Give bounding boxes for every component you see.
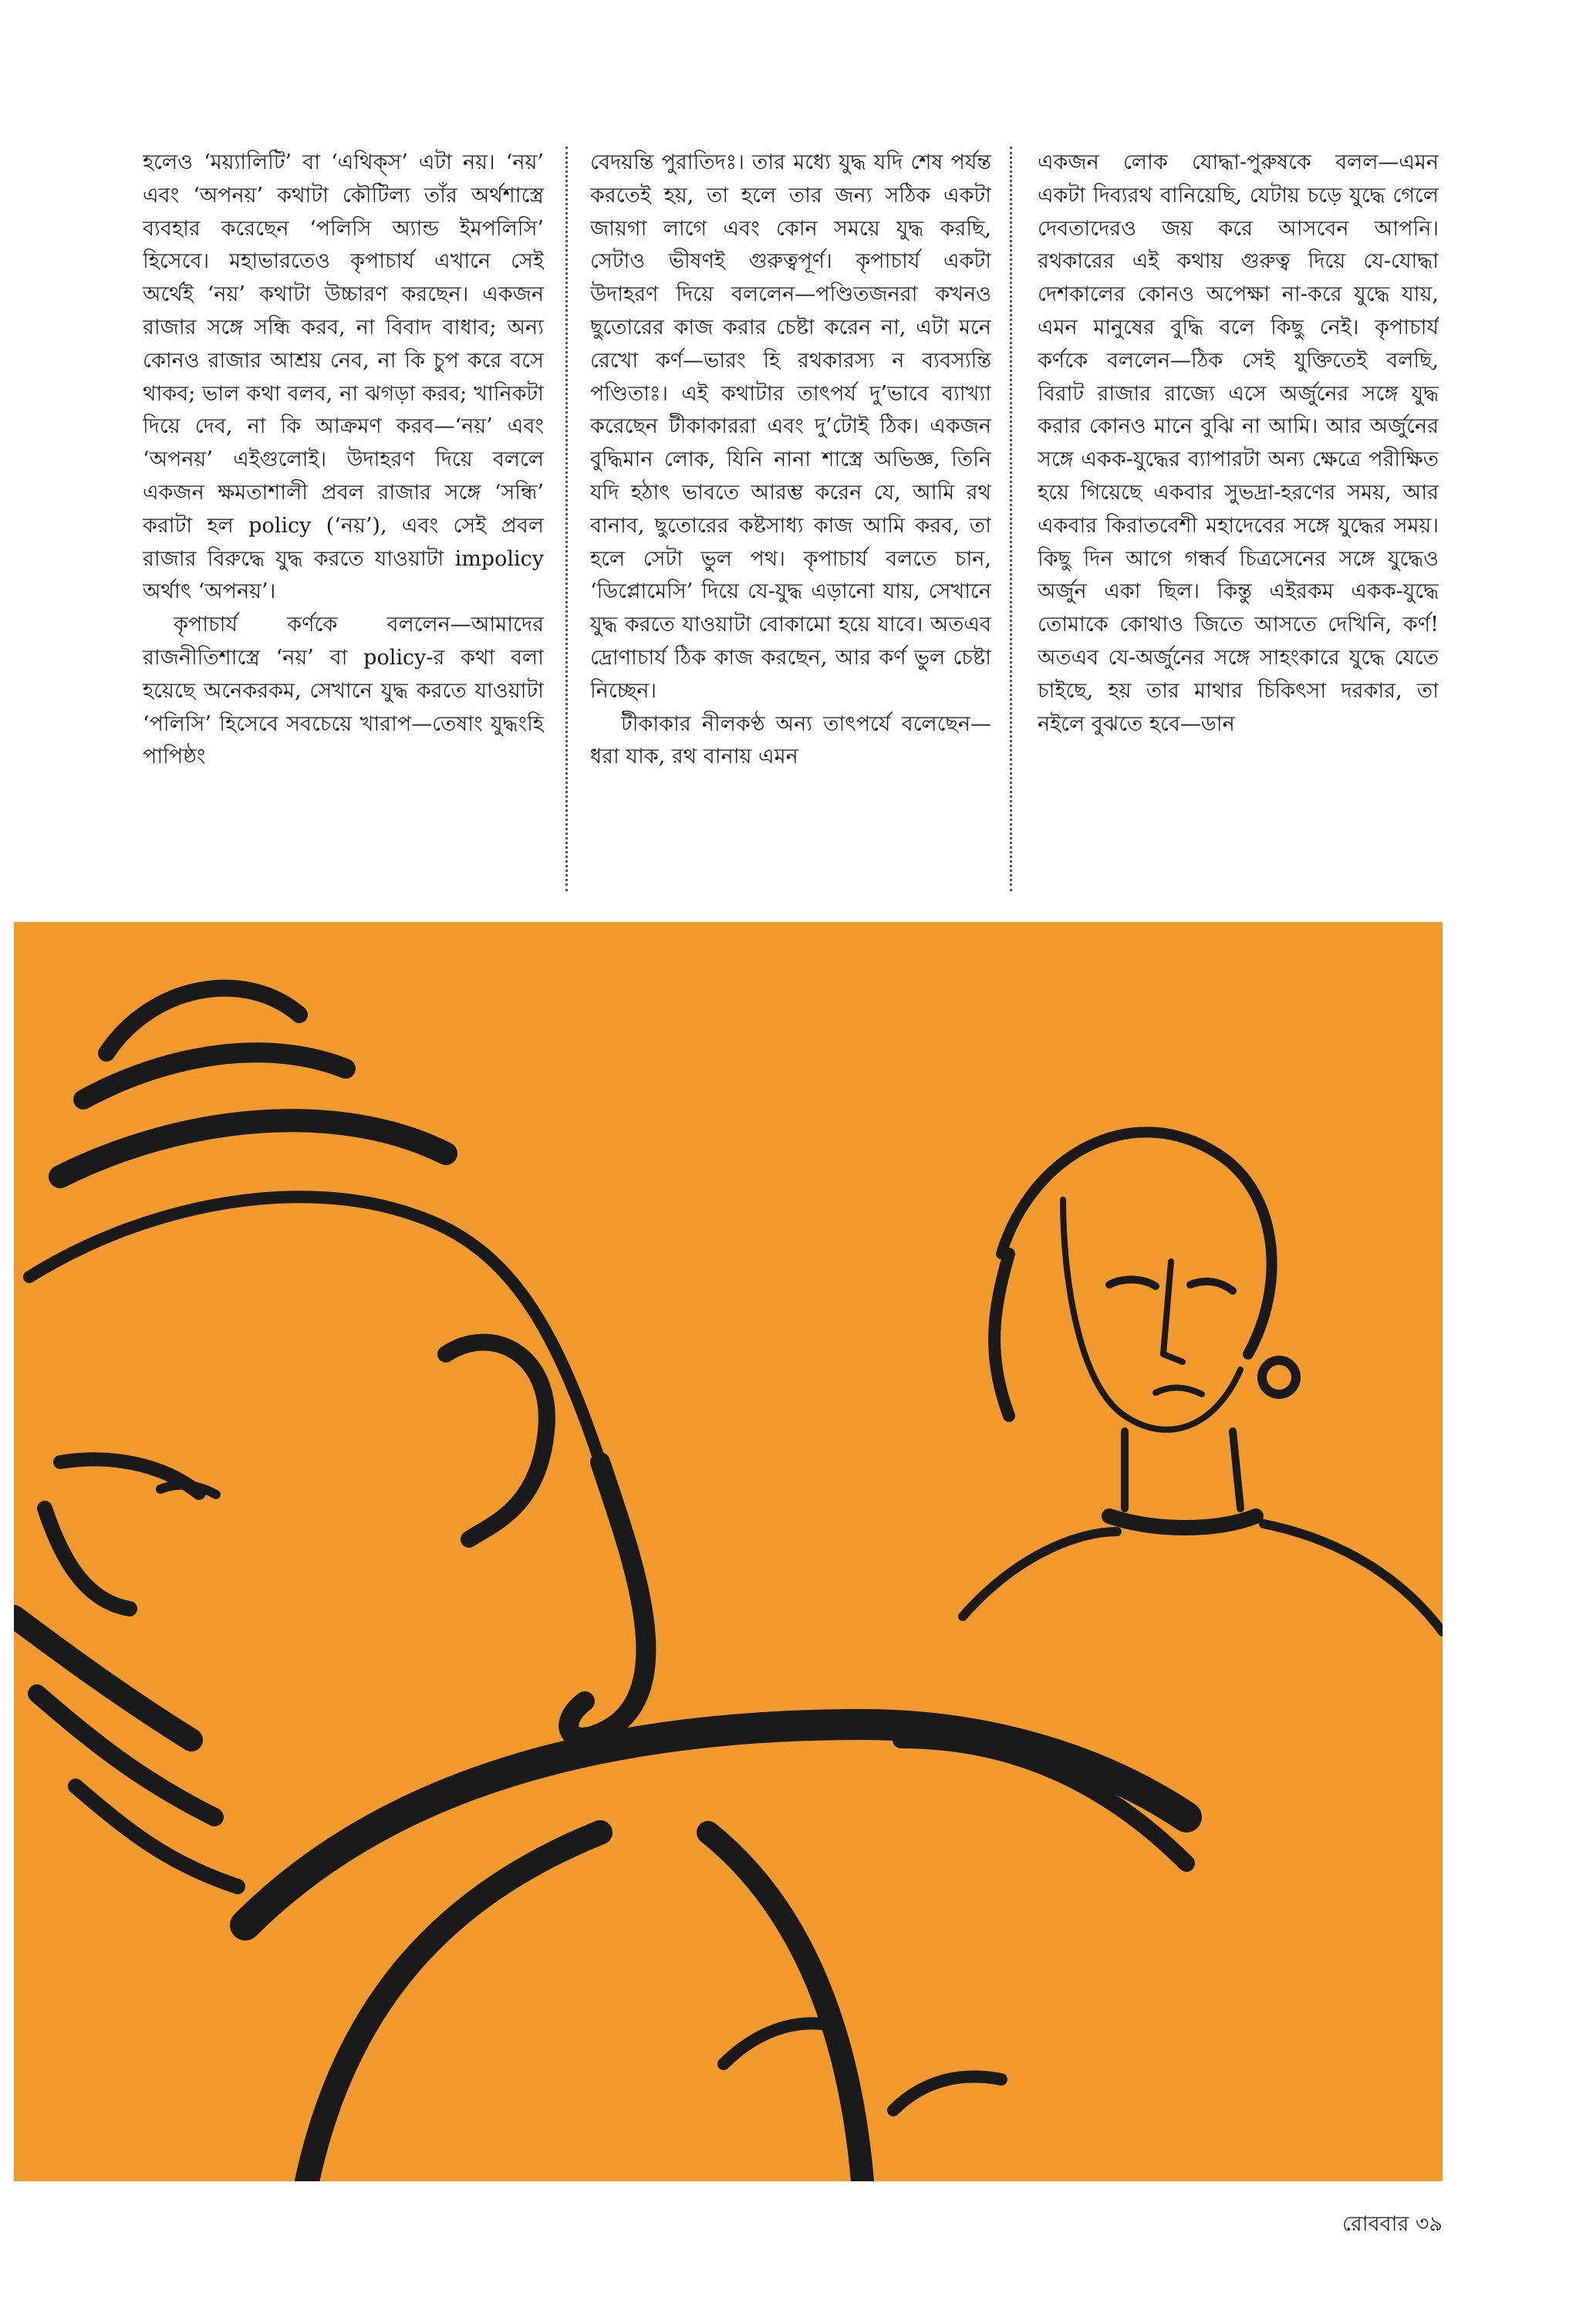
- paragraph: বেদয়ন্তি পুরাতিদঃ। তার মধ্যে যুদ্ধ যদি শেষ পর্যন্ত করতেই হয়, তা হলে তার জন্য সঠিক একটা জায়গা লাগে এবং কোন সময়ে যুদ্ধ করছি, সেটাও ভীষণই গুরুত্বপূর্ণ। কৃপাচার্য একটা উদাহরণ দিয়ে বললেন—পণ্ডিতজনরা কখনও ছুতোরের কাজ করার চেষ্টা করেন না, এটা মনে রেখো কর্ণ—ভারং হি রথকারস্য ন ব্যবস্যন্তি পণ্ডিতাঃ। এই কথাটার তাৎপর্য দু’ভাবে ব্যাখ্যা করেছেন টীকাকাররা এবং দু’টোই ঠিক। একজন বুদ্ধিমান লোক, যিনি নানা শাস্ত্রে অভিজ্ঞ, তিনি যদি হঠাৎ ভাবতে আরম্ভ করেন যে, আমি রথ বানাব, ছুতোরের কষ্টসাধ্য কাজ আমি করব, তা হলে সেটা ভুল পথ। কৃপাচার্য বলতে চান, ‘ডিপ্লোমেসি’ দিয়ে যে-যুদ্ধ এড়ানো যায়, সেখানে যুদ্ধ করতে যাওয়াটা বোকামো হয়ে যাবে। অতএব দ্রোণাচার্য ঠিক কাজ করছেন, আর কর্ণ ভুল চেষ্টা নিচ্ছেন।: [590, 150, 991, 703]
- ear-stroke: [446, 1343, 547, 1539]
- nose-stroke: [45, 1508, 130, 1609]
- body-stroke: [307, 1833, 600, 2181]
- paragraph: হলেও ‘ময়্যালিটি’ বা ‘এথিক্‌স’ এটা নয়। ‘নয়’ এবং ‘অপনয়’ কথাটা কৌটিল্য তাঁর অর্থশাস্ত্রে ব্যবহার করেছেন ‘পলিসি অ্যান্ড ইমপলিসি’ হিসেবে। মহাভারতেও কৃপাচার্য এখানে সেই অর্থেই ‘নয়’ কথাটা উচ্চারণ করছেন। একজন রাজার সঙ্গে সন্ধি করব, না বিবাদ বাধাব; অন্য কোনও রাজার আশ্রয় নেব, না কি চুপ করে বসে থাকব; ভাল কথা বলব, না ঝগড়া করব; খানিকটা দিয়ে দেব, না কি আক্রমণ করব—‘নয়’ এবং ‘অপনয়’ এইগুলোই। উদাহরণ দিয়ে বললে একজন ক্ষমতাশালী প্রবল রাজার সঙ্গে ‘সন্ধি’ করাটা হল policy (‘নয়’), এবং সেই প্রবল রাজার বিরুদ্ধে যুদ্ধ করতে যাওয়াটা impolicy অর্থাৎ ‘অপনয়’।: [143, 150, 544, 604]
- paragraph: টীকাকার নীলকণ্ঠ অন্য তাৎপর্যে বলেছেন—ধরা যাক, রথ বানায় এমন: [590, 711, 991, 769]
- illustration-art: [14, 922, 1443, 2181]
- text-column-2: [590, 147, 991, 918]
- magazine-name: রোববার: [1341, 2212, 1409, 2236]
- figure2-hair: [1001, 1132, 1272, 1354]
- column-divider: [1010, 147, 1012, 891]
- column-divider: [565, 147, 568, 891]
- text-column-1: [143, 147, 544, 918]
- beard-stroke: [37, 1694, 214, 1817]
- figure2-eye: [1190, 1282, 1233, 1291]
- beard-stroke: [76, 1786, 238, 1887]
- turban-stroke: [60, 1120, 446, 1177]
- text-column-3: [1038, 147, 1439, 918]
- shoulder-stroke: [569, 1462, 646, 1738]
- figure2-hair: [994, 1254, 1009, 1416]
- figure2-eye: [1109, 1279, 1156, 1286]
- brush-stroke: [724, 2023, 832, 2064]
- article-columns: [143, 147, 1439, 918]
- page-footer: [1342, 2208, 1443, 2243]
- paragraph: একজন লোক যোদ্ধা-পুরুষকে বলল—এমন একটা দিব্যরথ বানিয়েছি, যেটায় চড়ে যুদ্ধে গেলে দেবতাদেরও জয় করে আসবেন আপনি। রথকারের এই কথায় গুরুত্ব দিয়ে যে-যোদ্ধা দেশকালের কোনও অপেক্ষা না-করে যুদ্ধে যায়, এমন মানুষের বুদ্ধি বলে কিছু নেই। কৃপাচার্য কর্ণকে বললেন—ঠিক সেই যুক্তিতেই বলছি, বিরাট রাজার রাজ্যে এসে অর্জুনের সঙ্গে যুদ্ধ করার কোনও মানে বুঝি না আমি। আর অর্জুনের সঙ্গে একক-যুদ্ধের ব্যাপারটা অন্য ক্ষেত্রে পরীক্ষিত হয়ে গিয়েছে একবার সুভদ্রা-হরণের সময়, আর একবার কিরাতবেশী মহাদেবের সঙ্গে যুদ্ধের সময়। কিছু দিন আগে গন্ধর্ব চিত্রসেনের সঙ্গে যুদ্ধেও অর্জুন একা ছিল। কিন্তু এইরকম একক-যুদ্ধে তোমাকে কোথাও জিতে আসতে দেখিনি, কর্ণ! অতএব যে-অর্জুনের সঙ্গে সাহংকারে যুদ্ধে যেতে চাইছে, হয় তার মাথার চিকিৎসা দরকার, তা নইলে বুঝতে হবে—ডান: [1038, 150, 1439, 736]
- illustration: [14, 922, 1443, 2181]
- figure2-mouth: [1156, 1387, 1202, 1394]
- turban-stroke: [83, 1052, 346, 1100]
- figure2-earring: [1262, 1360, 1296, 1394]
- brush-stroke: [893, 2076, 1001, 2110]
- beard-stroke: [14, 1616, 191, 1740]
- figure2-collar: [1109, 1516, 1256, 1528]
- figure2-face: [1063, 1200, 1240, 1430]
- paragraph: কৃপাচার্য কর্ণকে বললেন—আমাদের রাজনীতিশাস্ত্রে ‘নয়’ বা policy-র কথা বলা হয়েছে অনেকরকম, সেখানে যুদ্ধ করতে যাওয়াটা ‘পলিসি’ হিসেবে সবচেয়ে খারাপ—তেষাং যুদ্ধংহি পাপিষ্ঠং: [143, 613, 544, 769]
- page-number: ৩৯: [1415, 2212, 1443, 2236]
- head-outline: [29, 1197, 600, 1462]
- figure2-shoulder: [1264, 1524, 1443, 1632]
- figure2-nose: [1163, 1262, 1183, 1362]
- body-stroke: [708, 1833, 862, 2181]
- figure2-neck: [1233, 1431, 1240, 1508]
- figure2-shoulder: [963, 1532, 1117, 1616]
